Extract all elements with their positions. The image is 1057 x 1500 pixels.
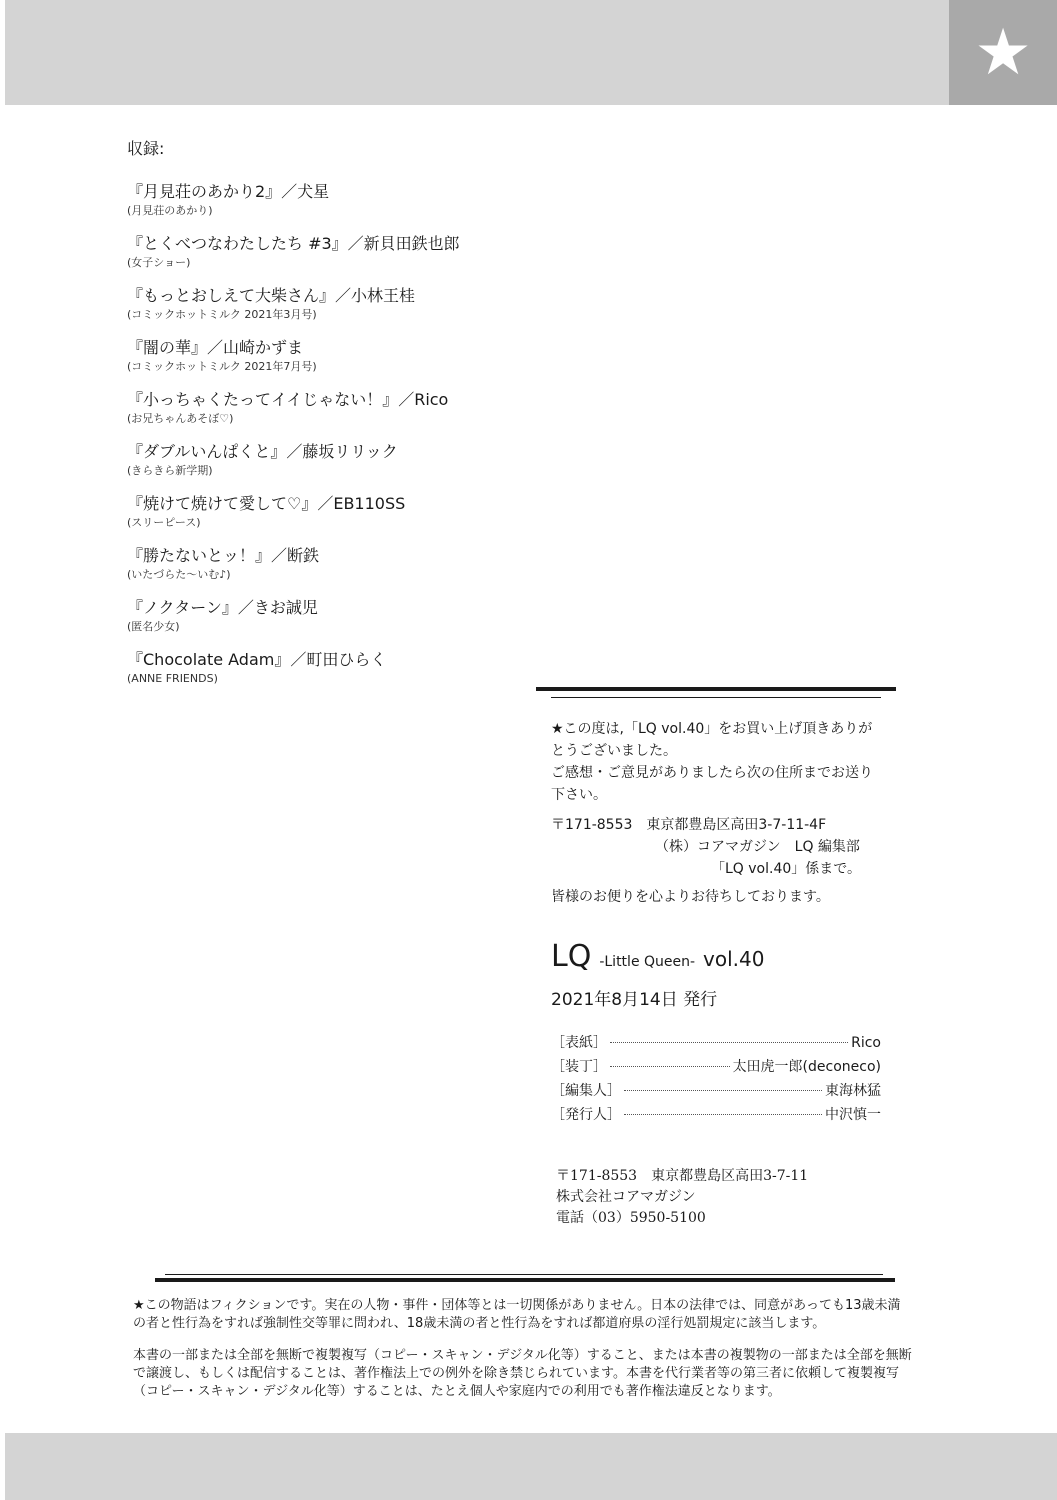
editorial-address xyxy=(551,814,891,880)
entry-title: 『闇の華』／山崎かずま xyxy=(127,338,304,357)
leader-dots xyxy=(624,1114,822,1115)
entry-source: (いたづらた〜いむ♪) xyxy=(127,568,231,581)
credit-role: ［発行人］ xyxy=(551,1107,621,1123)
credit-row xyxy=(551,1056,881,1080)
publisher-line: 電話（03）5950-5100 xyxy=(556,1210,706,1226)
contents-heading: 収録: xyxy=(127,139,165,158)
contents-entry xyxy=(127,441,547,479)
leader-dots xyxy=(610,1042,848,1043)
entry-source: (女子ショー) xyxy=(127,256,191,269)
notice-line: 下さい。 xyxy=(551,787,607,803)
credits-list xyxy=(551,1032,881,1128)
notice-divider-thin xyxy=(551,697,881,698)
entry-source: (月見荘のあかり) xyxy=(127,204,213,217)
entry-source: (コミックホットミルク 2021年7月号) xyxy=(127,360,317,373)
top-banner xyxy=(5,0,949,105)
star-icon: ★ xyxy=(974,15,1032,90)
credit-role: ［表紙］ xyxy=(551,1035,607,1051)
entry-title: 『ダブルいんぱくと』／藤坂リリック xyxy=(127,442,398,461)
entry-title: 『焼けて焼けて愛して♡』／EB110SS xyxy=(127,494,406,513)
address-line: 「LQ vol.40」係まで。 xyxy=(711,861,861,877)
publisher-line: 株式会社コアマガジン xyxy=(556,1189,696,1205)
entry-source: (コミックホットミルク 2021年3月号) xyxy=(127,308,317,321)
address-line: （株）コアマガジン LQ 編集部 xyxy=(655,839,860,855)
entry-title: 『とくべつなわたしたち #3』／新貝田鉄也郎 xyxy=(127,234,460,253)
magazine-volume: vol.40 xyxy=(703,947,765,971)
credit-row xyxy=(551,1104,881,1128)
credit-row xyxy=(551,1032,881,1056)
star-badge xyxy=(949,0,1057,105)
notice-line: ★この度は,「LQ vol.40」をお買い上げ頂きありが xyxy=(551,721,873,737)
contents-entry xyxy=(127,493,547,531)
contents-entry xyxy=(127,389,547,427)
colophon xyxy=(551,938,881,1128)
disclaimer-paragraph: ★この物語はフィクションです。実在の人物・事件・団体等とは一切関係がありません。日本の法律では、同意があっても13歳未満の者と性行為をすれば強制性交等罪に問われ、18歳未満の者と性行為をすれば都道府県の淫行処罰規定に該当します。 xyxy=(133,1298,901,1331)
notice-closing: 皆様のお便りを心よりお待ちしております。 xyxy=(551,889,830,905)
address-line: 〒171-8553 東京都豊島区高田3-7-11-4F xyxy=(551,817,827,833)
credit-name: 東海林猛 xyxy=(825,1083,881,1099)
credit-row xyxy=(551,1080,881,1104)
credit-name: 太田虎一郎(deconeco) xyxy=(732,1059,881,1075)
disclaimer-paragraph: 本書の一部または全部を無断で複製複写（コピー・スキャン・デジタル化等）すること、または本書の複製物の一部または全部を無断で譲渡し、もしくは配信することは、著作権法上での例外を除き禁じられています。本書を代行業者等の第三者に依頼して複製複写（コピー・スキャン・デジタル化等）することは、たとえ個人や家庭内での利用でも著作権法違反となります。 xyxy=(133,1348,912,1399)
notice-line: とうございました。 xyxy=(551,743,677,759)
notice-divider-thick xyxy=(536,687,896,691)
entry-source: (お兄ちゃんあそぼ♡) xyxy=(127,412,234,425)
disclaimer-divider-thin xyxy=(165,1274,883,1275)
contents-entry xyxy=(127,285,547,323)
contents-entry xyxy=(127,181,547,219)
contents-list xyxy=(127,136,547,701)
entry-title: 『もっとおしえて大柴さん』／小林王桂 xyxy=(127,286,416,305)
reader-notice xyxy=(551,718,891,908)
credit-name: Rico xyxy=(851,1035,881,1051)
entry-title: 『小っちゃくたってイイじゃない！』／Rico xyxy=(127,390,449,409)
entry-title: 『月見荘のあかり2』／犬星 xyxy=(127,182,330,201)
disclaimer-divider-thick xyxy=(155,1278,895,1282)
magazine-title xyxy=(551,938,881,981)
bottom-banner xyxy=(5,1433,1057,1500)
entry-source: (きらきら新学期) xyxy=(127,464,213,477)
entry-title: 『勝たないとッ！』／断鉄 xyxy=(127,546,320,565)
contents-entry xyxy=(127,337,547,375)
entry-source: (スリーピース) xyxy=(127,516,201,529)
notice-line: ご感想・ご意見がありましたら次の住所までお送り xyxy=(551,765,873,781)
entry-title: 『Chocolate Adam』／町田ひらく xyxy=(127,650,387,669)
contents-entry xyxy=(127,545,547,583)
entry-title: 『ノクターン』／きお誠児 xyxy=(127,598,318,617)
magazine-subtitle: -Little Queen- xyxy=(599,954,696,970)
leader-dots xyxy=(610,1066,730,1067)
credit-role: ［装丁］ xyxy=(551,1059,607,1075)
contents-entry xyxy=(127,597,547,635)
publisher-line: 〒171-8553 東京都豊島区高田3-7-11 xyxy=(556,1168,809,1184)
leader-dots xyxy=(624,1090,822,1091)
entry-source: (ANNE FRIENDS) xyxy=(127,672,218,685)
credit-name: 中沢慎一 xyxy=(825,1107,881,1123)
magazine-logo: LQ xyxy=(551,939,592,974)
contents-entry xyxy=(127,649,547,687)
contents-entry xyxy=(127,233,547,271)
issue-date: 2021年8月14日 発行 xyxy=(551,990,718,1010)
entry-source: (匿名少女) xyxy=(127,620,180,633)
legal-disclaimer xyxy=(133,1297,913,1415)
publisher-info xyxy=(556,1166,808,1229)
credit-role: ［編集人］ xyxy=(551,1083,621,1099)
